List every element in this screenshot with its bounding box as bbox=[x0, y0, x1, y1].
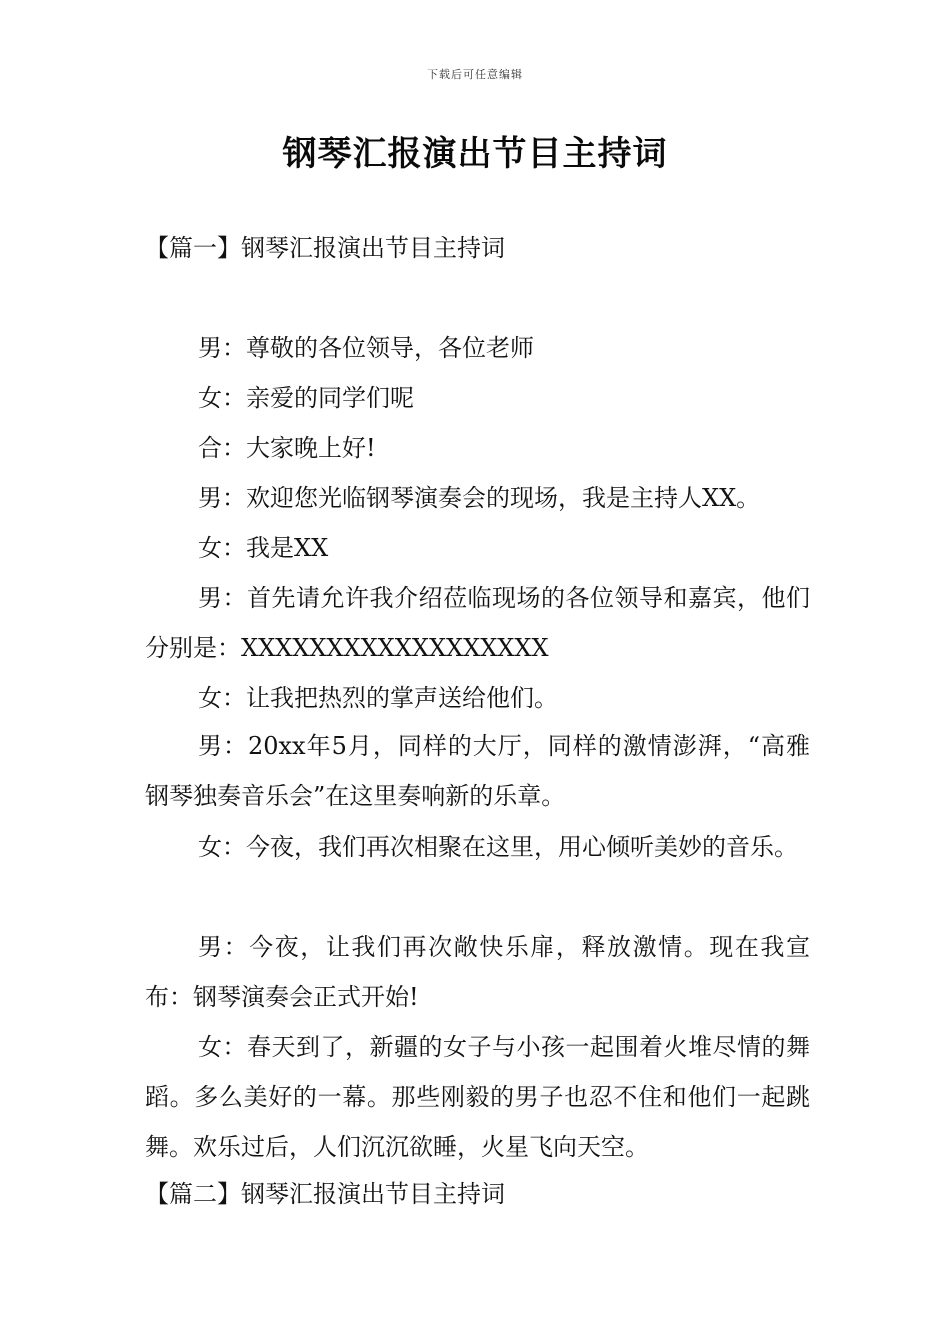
dialogue-line: 女：我是XX bbox=[198, 534, 329, 562]
dialogue-line: 女：今夜，我们再次相聚在这里，用心倾听美妙的音乐。 bbox=[198, 833, 798, 861]
page-title: 钢琴汇报演出节目主持词 bbox=[282, 134, 668, 174]
section-heading-1: 【篇一】钢琴汇报演出节目主持词 bbox=[145, 234, 505, 262]
dialogue-line: 男：欢迎您光临钢琴演奏会的现场，我是主持人XX。 bbox=[198, 484, 761, 512]
dialogue-line: 合：大家晚上好! bbox=[198, 434, 376, 462]
section-heading-2: 【篇二】钢琴汇报演出节目主持词 bbox=[145, 1180, 505, 1208]
header-note: 下载后可任意编辑 bbox=[427, 68, 523, 81]
dialogue-line: 女：亲爱的同学们呢 bbox=[198, 384, 414, 412]
dialogue-line: 男：尊敬的各位领导，各位老师 bbox=[198, 334, 534, 362]
dialogue-line: 女：春天到了，新疆的女子与小孩一起围着火堆尽情的舞蹈。多么美好的一幕。那些刚毅的男子也忍不住和他们一起跳舞。欢乐过后，人们沉沉欲睡，火星飞向天空。 bbox=[145, 1033, 810, 1161]
dialogue-line: 男：20xx年5月，同样的大厅，同样的激情澎湃，“高雅钢琴独奏音乐会”在这里奏响新的乐章。 bbox=[145, 732, 810, 810]
dialogue-line: 女：让我把热烈的掌声送给他们。 bbox=[198, 684, 558, 712]
dialogue-line: 男：首先请允许我介绍莅临现场的各位领导和嘉宾，他们分别是：XXXXXXXXXXXXXXXXXX bbox=[145, 584, 810, 662]
dialogue-line: 男：今夜，让我们再次敞快乐扉，释放激情。现在我宣布：钢琴演奏会正式开始! bbox=[145, 933, 810, 1011]
